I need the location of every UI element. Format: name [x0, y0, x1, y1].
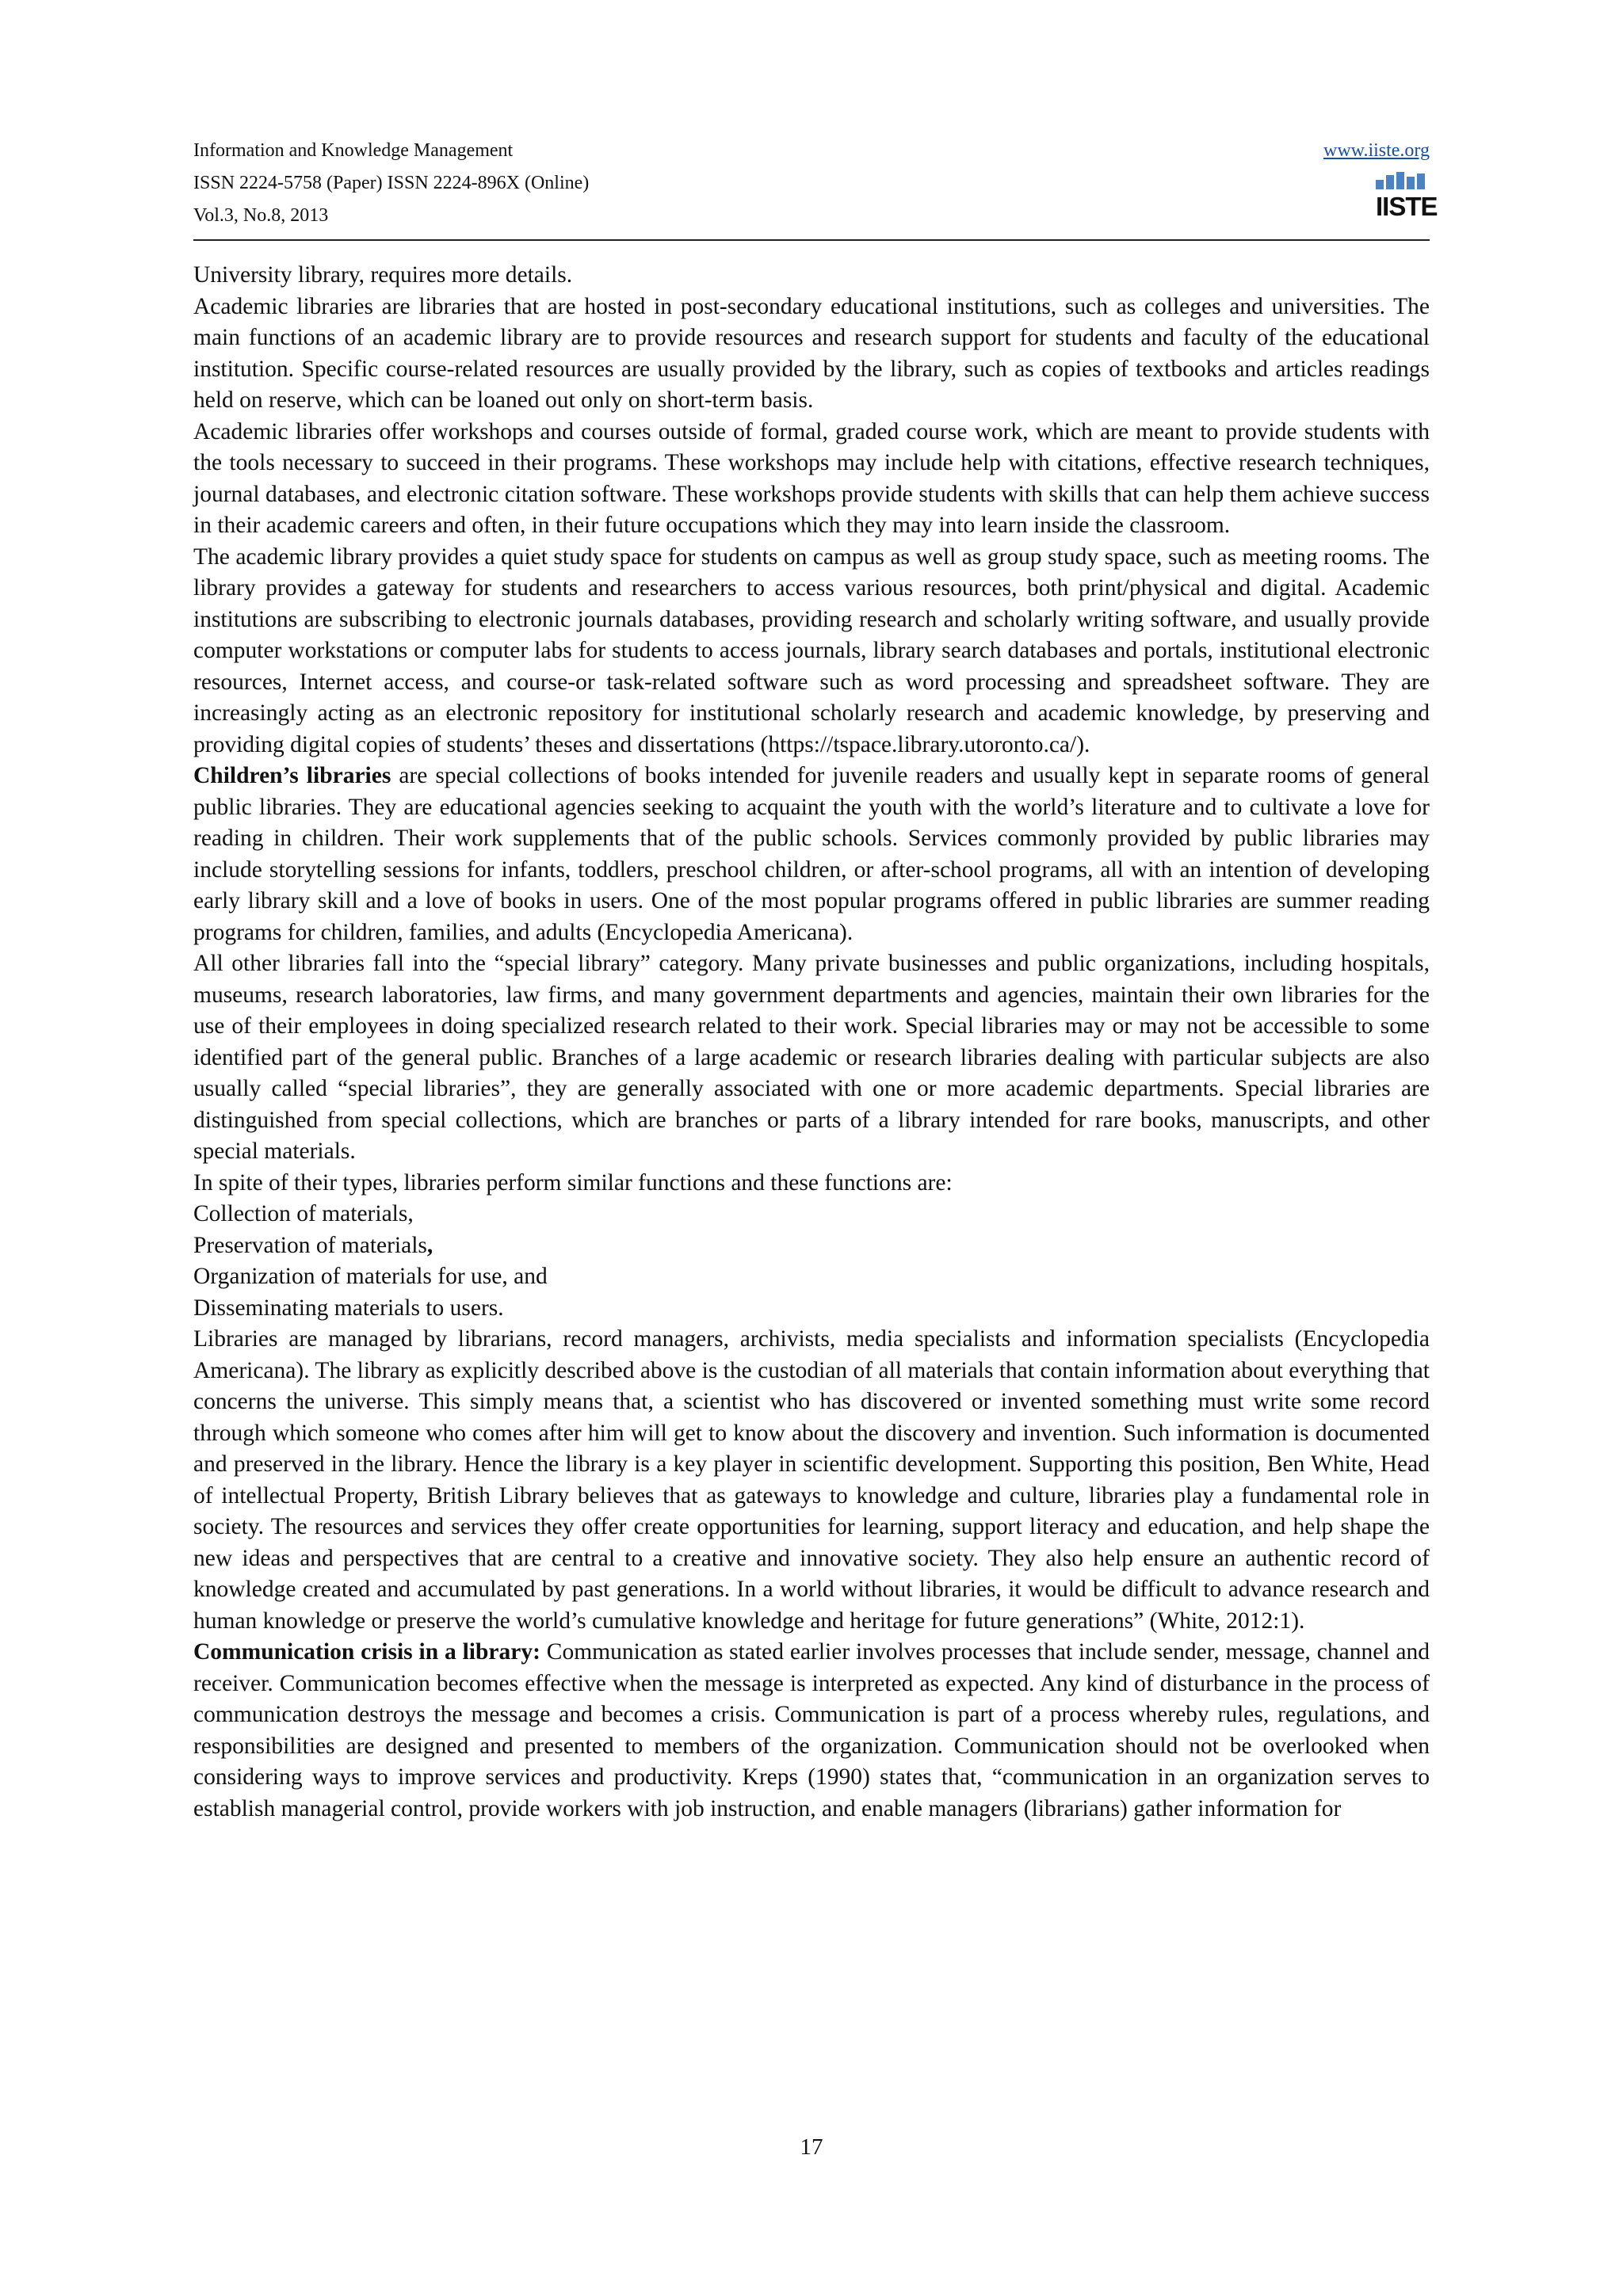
- list-item: [193, 1230, 1430, 1262]
- list-item: Organization of materials for use, and: [193, 1264, 548, 1289]
- header-right: [1323, 135, 1438, 236]
- list-item: Collection of materials,: [193, 1201, 414, 1226]
- bold-comma: ,: [426, 1232, 433, 1258]
- paragraph: In spite of their types, libraries perform similar functions and these functions are:: [193, 1169, 953, 1196]
- list-item: Disseminating materials to users.: [193, 1295, 504, 1321]
- paragraph: Academic libraries are libraries that are hosted in post-secondary educational institutions, such as colleges and universities. The main functions of an academic library are to provide resources and research support for students and faculty of the educational institution. Specific course-related resources are usually provided by the library, such as copies of textbooks and articles readings held on reserve, which can be loaned out only on short-term basis.: [193, 293, 1430, 413]
- volume-info: Vol.3, No.8, 2013: [193, 205, 329, 226]
- journal-title: Information and Knowledge Management: [193, 140, 514, 161]
- paragraph-text: are special collections of books intended for juvenile readers and usually kept in separate rooms of general public libraries. They are educational agencies seeking to acquaint the youth with the world’s literature and to cultivate a love for reading in children. Their work supplements that of the public schools. Services commonly provided by public libraries may include storytelling sessions for infants, toddlers, preschool children, or after-school programs, all with an intention of developing early library skill and a love of books in users. One of the most popular programs offered in public libraries are summer reading programs for children, families, and adults (Encyclopedia Americana).: [193, 763, 1430, 945]
- paragraph-text: Communication as stated earlier involves processes that include sender, message, channel and receiver. Communication becomes effective when the message is interpreted as expected. Any kind of disturbance in the process of communication destroys the message and becomes a crisis. Communication is part of a process whereby rules, regulations, and responsibilities are designed and presented to members of the organization. Communication should not be overlooked when considering ways to improve services and productivity. Kreps (1990) states that, “communication in an organization serves to establish managerial control, provide workers with job instruction, and enable managers (librarians) gather information for: [193, 1639, 1430, 1821]
- issn: ISSN 2224-5758 (Paper) ISSN 2224-896X (Online): [193, 173, 590, 193]
- iiste-logo: [1376, 172, 1438, 232]
- page-header: [193, 135, 1438, 241]
- paragraph: University library, requires more details.: [193, 262, 573, 288]
- article-body: [193, 260, 1430, 1825]
- logo-text: IISTE: [1376, 192, 1438, 221]
- bold-term: Communication crisis in a library:: [193, 1639, 540, 1665]
- paragraph-communication-crisis: [193, 1637, 1430, 1825]
- list-item-text: Preservation of materials: [193, 1232, 427, 1258]
- paragraph: All other libraries fall into the “special library” category. Many private businesses and public organizations, including hospitals, museums, research laboratories, law firms, and many government departments and agencies, maintain their own libraries for the use of their employees in doing specialized research related to their work. Special libraries may or may not be accessible to some identified part of the general public. Branches of a large academic or research libraries dealing with particular subjects are also usually called “special libraries”, they are generally associated with one or more academic departments. Special libraries are distinguished from special collections, which are branches or parts of a library intended for rare books, manuscripts, and other special materials.: [193, 951, 1430, 1164]
- journal-url-link[interactable]: www.iiste.org: [1323, 140, 1430, 161]
- bold-term: Children’s libraries: [193, 763, 391, 788]
- paragraph: The academic library provides a quiet study space for students on campus as well as group study space, such as meeting rooms. The library provides a gateway for students and researchers to access various resources, both print/physical and digital. Academic institutions are subscribing to electronic journals databases, providing research and scholarly writing software, and usually provide computer workstations or computer labs for students to access journals, library search databases and portals, institutional electronic resources, Internet access, and course-or task-related software such as word processing and spreadsheet software. They are increasingly acting as an electronic repository for institutional scholarly research and academic knowledge, by preserving and providing digital copies of students’ theses and dissertations (https://tspace.library.utoronto.ca/).: [193, 543, 1430, 757]
- page-number: 17: [800, 2134, 823, 2160]
- paragraph-childrens-libraries: [193, 761, 1430, 948]
- logo-bars-icon: [1376, 172, 1430, 189]
- paragraph: Academic libraries offer workshops and courses outside of formal, graded course work, which are meant to provide students with the tools necessary to succeed in their programs. These workshops may include help with citations, effective research techniques, journal databases, and electronic citation software. These workshops provide students with skills that can help them achieve success in their academic careers and often, in their future occupations which they may into learn inside the classroom.: [193, 418, 1430, 538]
- paragraph: Libraries are managed by librarians, record managers, archivists, media specialists and information specialists (Encyclopedia Americana). The library as explicitly described above is the custodian of all materials that contain information about everything that concerns the universe. This simply means that, a scientist who has discovered or invented something must write some record through which someone who comes after him will get to know about the discovery and invention. Such information is documented and preserved in the library. Hence the library is a key player in scientific development. Supporting this position, Ben White, Head of intellectual Property, British Library believes that as gateways to knowledge and culture, libraries play a fundamental role in society. The resources and services they offer create opportunities for learning, support literacy and education, and help shape the new ideas and perspectives that are central to a creative and innovative society. They also help ensure an authentic record of knowledge created and accumulated by past generations. In a world without libraries, it would be difficult to advance research and human knowledge or preserve the world’s cumulative knowledge and heritage for future generations” (White, 2012:1).: [193, 1326, 1430, 1634]
- journal-info: [193, 135, 589, 232]
